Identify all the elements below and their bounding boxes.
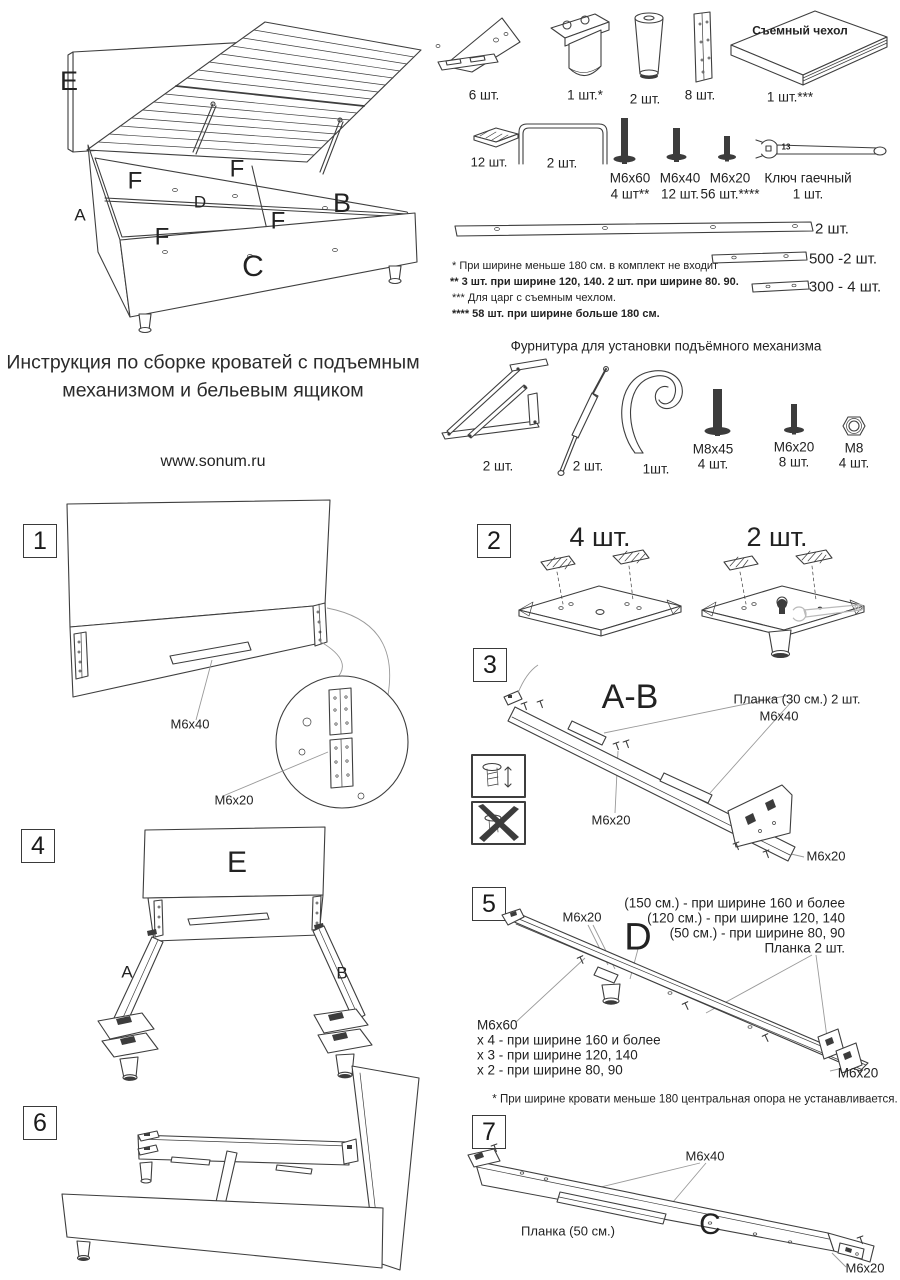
slat-qty: 300 - 4 шт.	[808, 278, 882, 296]
title-block	[0, 340, 430, 480]
part-qty: 1шт.	[642, 461, 670, 477]
step3-bolt-label: М6х20	[591, 812, 631, 828]
pad-icon	[470, 124, 520, 152]
step3-title: A-B	[601, 677, 659, 716]
part-qty: 4 шт.	[838, 455, 870, 471]
bolt-m6x40-icon	[664, 126, 690, 166]
center-support-bracket-icon	[545, 8, 615, 90]
overview-label-side-left: A	[74, 205, 86, 225]
step7-bolt-label: М6х20	[845, 1260, 885, 1276]
step4-rail-a-label: A	[121, 962, 133, 982]
website-url: www.sonum.ru	[160, 453, 266, 471]
step-number: 2	[477, 524, 511, 558]
part-qty: 2 шт.	[572, 458, 604, 474]
page-title: Инструкция по сборке кроватей с подъемным механизмом и бельевым ящиком	[6, 351, 420, 402]
part-qty: 4 шт.	[697, 456, 729, 472]
bolt-m8x45-icon	[702, 387, 734, 439]
step1-drawing	[55, 490, 440, 820]
step3-bolt-label: М6х20	[806, 848, 846, 864]
slat-qty: 500 -2 шт.	[808, 250, 878, 268]
part-size: М6х20	[709, 170, 751, 186]
step-number: 7	[472, 1115, 506, 1149]
step-number: 4	[21, 829, 55, 863]
step-6	[20, 1060, 445, 1280]
strap-icon	[613, 365, 688, 457]
step3-plank-label: Планка (30 см.) 2 шт.	[733, 691, 861, 707]
part-qty: 6 шт.	[468, 87, 500, 103]
step5-plank-option: (120 см.) - при ширине 120, 140	[647, 910, 845, 926]
step7-bolt-label: М6х40	[685, 1148, 725, 1164]
step-number: 3	[473, 648, 507, 682]
step5-bolt-label-m6x60: М6х60	[477, 1017, 518, 1033]
nut-m8-icon	[839, 413, 869, 439]
overview-label-headboard: E	[59, 65, 79, 96]
step-1	[20, 490, 440, 820]
slat-500-icon	[712, 252, 808, 266]
step-5	[460, 880, 900, 1112]
slat-300-icon	[752, 281, 810, 294]
overview-diagram	[25, 0, 440, 340]
footnote-4: **** 58 шт. при ширине больше 180 см.	[452, 308, 660, 320]
step5-plank-option: (150 см.) - при ширине 160 и более	[624, 895, 845, 911]
footnote-3: *** Для царг с съемным чехлом.	[452, 292, 616, 304]
step1-bolt-label: М6х20	[214, 792, 254, 808]
step7-plank-label: Планка (50 см.)	[521, 1223, 615, 1239]
overview-label-divider: D	[193, 192, 207, 212]
footnote-1: * При ширине меньше 180 см. в комплект не входит	[452, 260, 719, 272]
step2-qty-right: 2 шт.	[746, 521, 808, 552]
step1-bolt-label: М6х40	[170, 716, 210, 732]
lift-mechanism-icon	[440, 357, 552, 449]
step-4	[20, 820, 440, 1065]
lift-hardware-title: Фурнитура для установки подъёмного механизма	[510, 338, 822, 354]
part-qty: 2 шт.	[629, 91, 661, 107]
part-qty: 12 шт.	[470, 154, 508, 170]
flat-plate-icon	[682, 8, 722, 88]
part-label: Ключ гаечный	[764, 170, 852, 186]
bolt-m6x20-icon	[780, 402, 808, 439]
long-slat-icon	[455, 222, 815, 238]
step7-panel-label: C	[699, 1208, 721, 1242]
step-3	[460, 640, 900, 885]
step5-bolt-option: х 2 - при ширине 80, 90	[477, 1062, 623, 1078]
part-qty: 4 шт**	[610, 186, 650, 202]
step5-plank-option: (50 см.) - при ширине 80, 90	[669, 925, 845, 941]
step-number: 6	[23, 1106, 57, 1140]
parts-list	[430, 0, 900, 332]
bolt-m6x60-icon	[612, 116, 638, 166]
overview-label-bottom-panel-1: F	[127, 167, 143, 195]
step5-bolt-label-top: М6х20	[562, 909, 602, 925]
step5-bolt-option: х 3 - при ширине 120, 140	[477, 1047, 638, 1063]
step7-drawing	[460, 1135, 900, 1280]
step-2	[460, 505, 900, 660]
part-qty: 1 шт.***	[766, 89, 814, 105]
step5-plank-option: Планка 2 шт.	[764, 940, 845, 956]
part-qty: 56 шт.****	[700, 186, 760, 202]
overview-label-bottom-panel-4: F	[270, 207, 286, 235]
cover-label: Съемный чехол	[752, 23, 848, 38]
step5-support-label: D	[624, 916, 652, 959]
wrench-size-mark: 13	[781, 142, 791, 152]
overview-label-bottom-panel-2: F	[229, 155, 245, 183]
step6-drawing	[20, 1065, 445, 1280]
corner-bracket-icon	[438, 10, 538, 88]
leg-icon	[625, 8, 675, 90]
overview-label-front-panel: C	[242, 250, 264, 284]
part-qty: 1 шт.*	[567, 87, 603, 103]
step-7	[460, 1112, 900, 1280]
overview-label-bottom-panel-3: F	[154, 223, 170, 251]
part-qty: 1 шт.	[792, 186, 824, 202]
step5-bolt-option: х 4 - при ширине 160 и более	[477, 1032, 661, 1048]
step4-headboard-label: E	[226, 846, 248, 880]
part-size: М8	[844, 440, 864, 456]
slat-qty: 2 шт.	[815, 220, 849, 238]
part-size: М6х20	[773, 439, 815, 455]
part-qty: 2 шт.	[546, 155, 578, 171]
footnote-2: ** 3 шт. при ширине 120, 140. 2 шт. при ширине 80. 90.	[450, 276, 739, 288]
part-qty: 8 шт.	[778, 454, 810, 470]
overview-label-side-right: B	[332, 187, 352, 218]
step5-note: * При ширине кровати меньше 180 центральная опора не устанавливается.	[492, 1093, 898, 1106]
part-qty: 2 шт.	[482, 458, 514, 474]
part-size: М6х60	[609, 170, 651, 186]
bolt-m6x20-icon	[714, 134, 740, 166]
part-qty: 8 шт.	[684, 87, 716, 103]
step-number: 1	[23, 524, 57, 558]
part-size: М6х40	[659, 170, 701, 186]
step4-rail-b-label: B	[336, 963, 348, 983]
lift-hardware-section	[430, 335, 900, 485]
part-qty: 12 шт.	[660, 186, 700, 202]
step3-bolt-label: М6х40	[759, 708, 799, 724]
step2-qty-left: 4 шт.	[569, 521, 631, 552]
step-number: 5	[472, 887, 506, 921]
removable-cover-icon	[725, 5, 895, 93]
wrench-icon	[755, 135, 890, 165]
part-size: М8х45	[692, 441, 734, 457]
step5-bolt-label-bottom: М6х20	[837, 1065, 879, 1081]
